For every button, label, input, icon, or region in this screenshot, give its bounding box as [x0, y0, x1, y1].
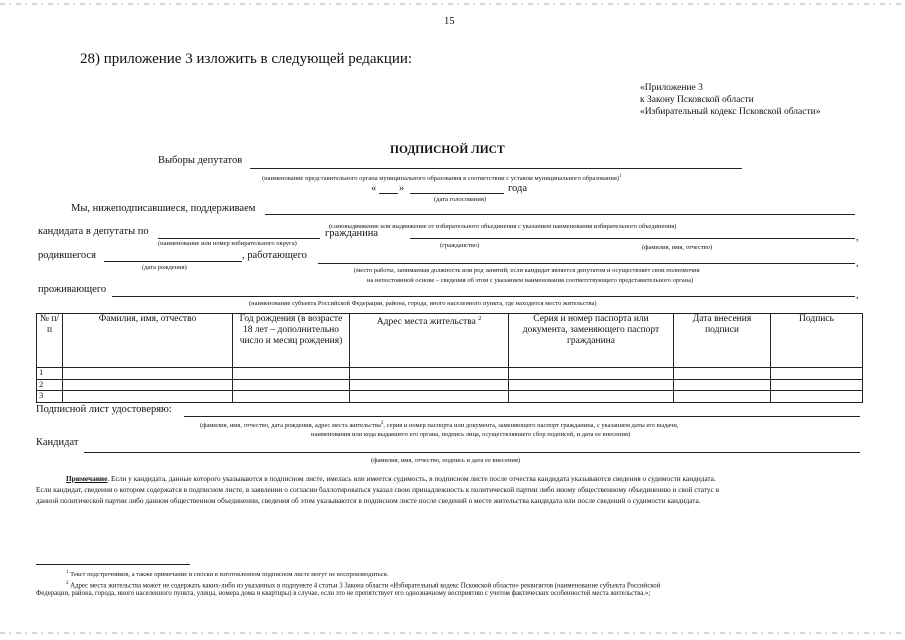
table-header-row — [37, 314, 863, 368]
elections-label: Выборы депутатов — [158, 155, 243, 166]
footnote-2: $^2$ Адрес места жительства может не содержать каких-либо из указанных в подпункте 4 статьи 3 Закона области «Избирательный кодекс Псковской области» реквизитов (наименование субъекта Российской — [66, 581, 661, 590]
annex-line-2: к Закону Псковской области — [640, 95, 754, 105]
comma-1: , — [856, 232, 859, 243]
cell-birth-year[interactable] — [233, 368, 350, 380]
citizenship-hint: (гражданство) — [440, 242, 480, 249]
cell-date[interactable] — [674, 368, 771, 380]
work-hint-2: на непостоянной основе – сведения об этом с указанием наименования соответствующего представительного органа) — [367, 277, 694, 284]
residing-label: проживающего — [38, 284, 107, 295]
cell-address[interactable] — [350, 379, 509, 391]
cell-fio[interactable] — [63, 368, 233, 380]
col-number-header: № п/п — [37, 314, 63, 368]
date-hint: (дата голосования) — [434, 196, 487, 203]
cell-date[interactable] — [674, 391, 771, 403]
certify-line — [184, 416, 860, 417]
cell-signature[interactable] — [771, 379, 863, 391]
elections-line — [250, 168, 742, 169]
col-address-header: Адрес места жительства $^2$ — [350, 314, 509, 368]
cell-fio[interactable] — [63, 379, 233, 391]
day-line — [379, 193, 398, 194]
form-title: ПОДПИСНОЙ ЛИСТ — [390, 144, 505, 156]
row-number: 2 — [37, 379, 63, 391]
col-fio-header: Фамилия, имя, отчество — [63, 314, 233, 368]
table-row — [37, 391, 863, 403]
certify-label: Подписной лист удостоверяю: — [36, 404, 172, 415]
page-number: 15 — [444, 16, 455, 27]
year-label: года — [508, 183, 527, 194]
month-line — [410, 193, 504, 194]
working-label: , работающего — [242, 250, 307, 261]
born-label: родившегося — [38, 250, 96, 261]
row-number: 1 — [37, 368, 63, 380]
residing-line — [112, 296, 855, 297]
district-hint: (наименование или номер избирательного округа) — [158, 240, 297, 247]
signatures-table — [36, 313, 863, 403]
annex-line-1: «Приложение 3 — [640, 83, 703, 93]
cell-fio[interactable] — [63, 391, 233, 403]
candidate-sign-line — [84, 452, 860, 453]
birthdate-hint: (дата рождения) — [142, 264, 187, 271]
col-signature-header: Подпись — [771, 314, 863, 368]
nomination-line — [265, 214, 855, 215]
col-birth-year-header: Год рождения (в возрасте 18 лет – дополнительно число и месяц рождения) — [233, 314, 350, 368]
cell-passport[interactable] — [509, 391, 674, 403]
candidate-label: кандидата в депутаты по — [38, 226, 149, 237]
row-number: 3 — [37, 391, 63, 403]
date-open-quote: « — [371, 183, 377, 194]
fio-hint: (фамилия, имя, отчество) — [642, 244, 713, 251]
candidate-sign-hint: (фамилия, имя, отчество, подпись и дата ее внесения) — [371, 457, 521, 464]
cell-passport[interactable] — [509, 379, 674, 391]
cell-birth-year[interactable] — [233, 379, 350, 391]
citizen-label: гражданина — [325, 228, 378, 239]
certify-hint-2: наименования или кода выдавшего его органа, подпись лица, осуществлявшего сбор подписей, и дата ее внесения) — [311, 431, 631, 438]
residing-hint: (наименование субъекта Российской Федерации, района, города, иного населенного пункта, где находится место жительства) — [249, 300, 597, 307]
scan-noise-bottom — [0, 632, 905, 634]
work-hint-1: (место работы, занимаемая должность или род занятий; если кандидат является депутатом и осуществляет свои полномочия — [354, 267, 700, 274]
col-date-header: Дата внесения подписи — [674, 314, 771, 368]
certify-hint-1: (фамилия, имя, отчество, дата рождения, адрес места жительства$^2$, серия и номер паспорта или документа, заменяющего паспорт гражданина, с указанием даты его выдачи, — [200, 421, 679, 430]
annex-line-3: «Избирательный кодекс Псковской области» — [640, 107, 821, 117]
comma-3: , — [856, 290, 859, 301]
table-row — [37, 379, 863, 391]
nomination-hint: (самовыдвижение или выдвижение от избирательного объединения с указанием наименования избирательного объединения) — [329, 223, 677, 230]
cell-address[interactable] — [350, 368, 509, 380]
note-paragraph: Примечание. Если у кандидата, данные которого указываются в подписном листе, имелась или имеется судимость, в подписном листе после отчества кандидата указываются сведения о судимости кандидата. — [66, 474, 716, 483]
footnote-separator — [36, 564, 190, 565]
note-line-2: Если кандидат, сведения о котором содержатся в подписном листе, в заявлении о согласии баллотироваться указал свою принадлежность к политической партии либо иному общественному объединению и свой статус в — [36, 485, 720, 494]
elections-hint: (наименование представительного органа муниципального образования в соответствии с уставом муниципального образования)$^1$ — [262, 174, 622, 183]
scan-noise-top — [0, 3, 905, 5]
birthdate-line — [104, 261, 242, 262]
work-line — [318, 263, 855, 264]
amendment-heading: 28) приложение 3 изложить в следующей редакции: — [80, 51, 413, 67]
note-line-3: данной политической партии либо данном общественном объединении, сведения об этом указываются в подписном листе после сведений о месте жительства кандидата или после сведений о судимости кандидата. — [36, 496, 701, 505]
footnote-2-line-2: Федерации, района, города, иного населенного пункта, улицы, номера дома и квартиры) в случае, если это не препятствует его однозначному восприятию с учетом фактических особенностей места жительства.»; — [36, 590, 651, 597]
supporters-label: Мы, нижеподписавшиеся, поддерживаем — [71, 203, 256, 214]
cell-signature[interactable] — [771, 391, 863, 403]
footnote-1: $^1$ Текст подстрочников, а также примечание и сноски в изготовленном подписном листе могут не воспроизводиться. — [66, 570, 389, 579]
table-row — [37, 368, 863, 380]
cell-passport[interactable] — [509, 368, 674, 380]
date-close-quote: » — [399, 183, 405, 194]
col-passport-header: Серия и номер паспорта или документа, заменяющего паспорт гражданина — [509, 314, 674, 368]
cell-birth-year[interactable] — [233, 391, 350, 403]
cell-signature[interactable] — [771, 368, 863, 380]
candidate-sign-label: Кандидат — [36, 437, 79, 448]
citizen-line — [410, 238, 855, 239]
district-line — [158, 238, 320, 239]
cell-address[interactable] — [350, 391, 509, 403]
cell-date[interactable] — [674, 379, 771, 391]
comma-2: , — [856, 258, 859, 269]
